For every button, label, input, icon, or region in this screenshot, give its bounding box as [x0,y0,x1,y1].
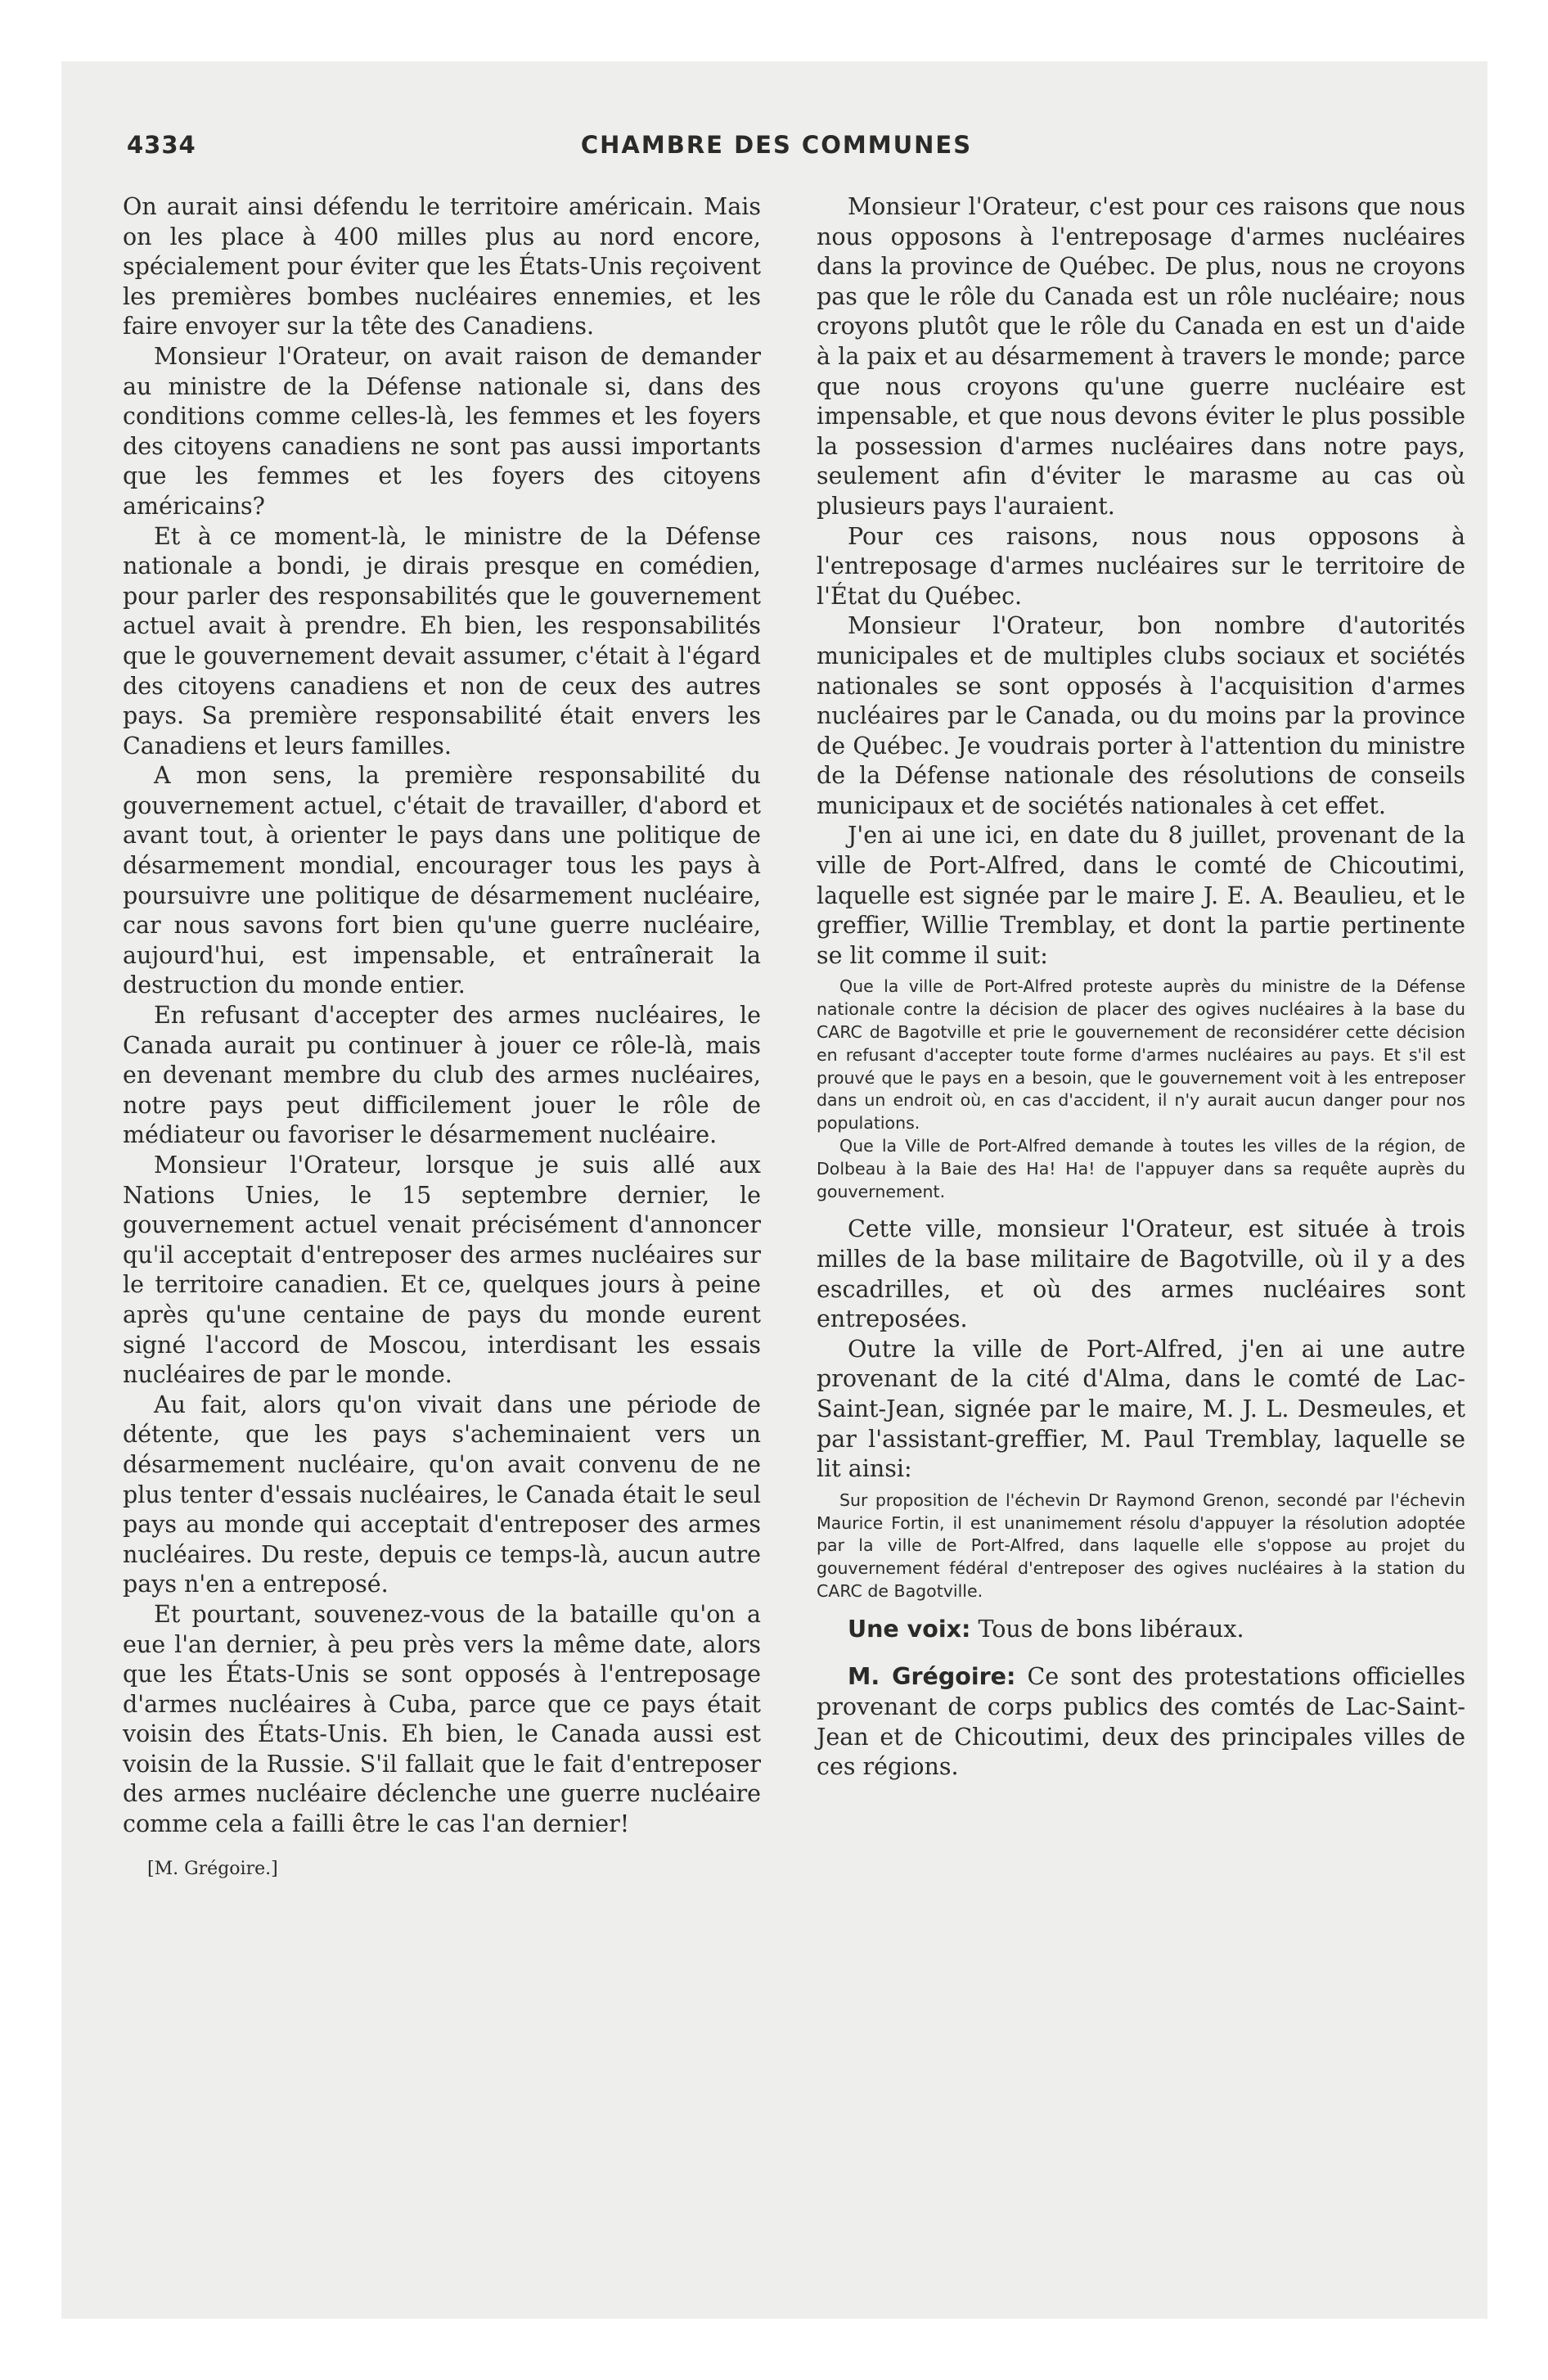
speaker-tag: [M. Grégoire.] [147,1858,278,1879]
paragraph: Cette ville, monsieur l'Orateur, est située à trois milles de la base militaire de Bagotville, où il y a des escadrilles, et où des armes nucléaires sont entreposées. [817,1215,1465,1333]
paragraph: Outre la ville de Port-Alfred, j'en ai une autre provenant de la cité d'Alma, dans le comté de Lac-Saint-Jean, signée par le maire, M. J. L. Desmeules, et par l'assistant-greffier, M. Paul Tremblay, laquelle se lit ainsi: [817,1335,1465,1483]
page-number: 4334 [127,131,196,159]
paragraph: En refusant d'accepter des armes nucléaires, le Canada aurait pu continuer à jouer ce rôle-là, mais en devenant membre du club des armes nucléaires, notre pays peut difficilement jouer le rôle de médiateur ou favoriser le désarmement nucléaire. [123,1002,761,1149]
speaker-name: M. Grégoire: [848,1663,1016,1691]
spacer [817,1644,1465,1662]
right-column [817,192,1465,1783]
paragraph: A mon sens, la première responsabilité du gouvernement actuel, c'était de travailler, d'abord et avant tout, à orienter le pays dans une politique de désarmement mondial, encourager tous les pays à poursuivre une politique de désarmement nucléaire, car nous savons fort bien qu'une guerre nucléaire, aujourd'hui, est impensable, et entraînerait la destruction du monde entier. [123,762,761,999]
paragraph: Au fait, alors qu'on vivait dans une période de détente, que les pays s'acheminaient vers un désarmement nucléaire, qu'on avait convenu de ne plus tenter d'essais nucléaires, le Canada était le seul pays au monde qui acceptait d'entreposer des armes nucléaires. Du reste, depuis ce temps-là, aucun autre pays n'en a entreposé. [123,1391,761,1598]
paragraph: Et pourtant, souvenez-vous de la bataille qu'on a eue l'an dernier, à peu près vers la même date, alors que les États-Unis se sont opposés à l'entreposage d'armes nucléaires à Cuba, parce que ce pays était voisin des États-Unis. Eh bien, le Canada aussi est voisin de la Russie. S'il fallait que le fait d'entreposer des armes nucléaire déclenche une guerre nucléaire comme cela a failli être le cas l'an dernier! [123,1600,761,1838]
quote-paragraph: Sur proposition de l'échevin Dr Raymond Grenon, secondé par l'échevin Maurice Fortin, il est unanimement résolu d'appuyer la résolution adoptée par la ville de Port-Alfred, dans laquelle elle s'oppose au projet du gouvernement fédéral d'entreposer des ogives nucléaires à la station du CARC de Bagotville. [817,1490,1465,1601]
quote-paragraph: Que la Ville de Port-Alfred demande à toutes les villes de la région, de Dolbeau à la Baie des Ha! Ha! de l'appuyer dans sa requête auprès du gouvernement. [817,1136,1465,1201]
closing-remark [817,1662,1465,1782]
quoted-resolution-port-alfred [817,976,1465,1203]
interjection-text: Tous de bons libéraux. [978,1615,1244,1643]
paragraph: Et à ce moment-là, le ministre de la Défense nationale a bondi, je dirais presque en comédien, pour parler des responsabilités que le gouvernement actuel avait à prendre. Eh bien, les responsabilités que le gouvernement devait assumer, c'était à l'égard des citoyens canadiens et non de ceux des autres pays. Sa première responsabilité était envers les Canadiens et leurs familles. [123,522,761,760]
paragraph: Monsieur l'Orateur, bon nombre d'autorités municipales et de multiples clubs sociaux et sociétés nationales se sont opposés à l'acquisition d'armes nucléaires par le Canada, ou du moins par la province de Québec. Je voudrais porter à l'attention du ministre de la Défense nationale des résolutions de conseils municipaux et de sociétés nationales à cet effet. [817,612,1465,819]
quote-paragraph: Que la ville de Port-Alfred proteste auprès du ministre de la Défense nationale contre la décision de placer des ogives nucléaires à la base du CARC de Bagotville et prie le gouvernement de reconsidérer cette décision en refusant d'accepter toute forme d'armes nucléaires au pays. Et s'il est prouvé que le pays en a besoin, que le gouvernement voit à les entreposer dans un endroit où, en cas d'accident, il n'y aurait aucun danger pour nos populations. [817,976,1465,1134]
closing-text: Ce sont des protestations officielles provenant de corps publics des comtés de Lac-Saint-Jean et de Chicoutimi, deux des principales villes de ces régions. [817,1663,1466,1781]
speaker-name: Une voix: [848,1615,971,1643]
left-column [123,192,761,1881]
paragraph: On aurait ainsi défendu le territoire américain. Mais on les place à 400 milles plus au nord encore, spécialement pour éviter que les États-Unis reçoivent les premières bombes nucléaires ennemies, et les faire envoyer sur la tête des Canadiens. [123,193,761,340]
paragraph: Monsieur l'Orateur, c'est pour ces raisons que nous nous opposons à l'entreposage d'armes nucléaires dans la province de Québec. De plus, nous ne croyons pas que le rôle du Canada est un rôle nucléaire; nous croyons plutôt que le rôle du Canada en est un d'aide à la paix et au désarmement à travers le monde; parce que nous croyons qu'une guerre nucléaire est impensable, et que nous devons éviter le plus possible la possession d'armes nucléaires dans notre pays, seulement afin d'éviter le marasme au cas où plusieurs pays l'auraient. [817,193,1465,520]
paragraph: J'en ai une ici, en date du 8 juillet, provenant de la ville de Port-Alfred, dans le comté de Chicoutimi, laquelle est signée par le maire J. E. A. Beaulieu, et le greffier, Willie Tremblay, et dont la partie pertinente se lit comme il suit: [817,822,1465,969]
page-header [127,131,1426,180]
interjection [817,1615,1465,1645]
page [61,61,1487,2319]
paragraph: Pour ces raisons, nous nous opposons à l'entreposage d'armes nucléaires sur le territoire de l'État du Québec. [817,522,1465,610]
paragraph: Monsieur l'Orateur, lorsque je suis allé aux Nations Unies, le 15 septembre dernier, le gouvernement actuel venait précisément d'annoncer qu'il acceptait d'entreposer des armes nucléaires sur le territoire canadien. Et ce, quelques jours à peine après qu'une centaine de pays du monde eurent signé l'accord de Moscou, interdisant les essais nucléaires de par le monde. [123,1152,761,1389]
quoted-resolution-alma [817,1490,1465,1603]
running-title: CHAMBRE DES COMMUNES [580,131,973,159]
paragraph: Monsieur l'Orateur, on avait raison de demander au ministre de la Défense nationale si, dans des conditions comme celles-là, les femmes et les foyers des citoyens canadiens ne sont pas aussi importants que les femmes et les foyers des citoyens américains? [123,342,761,520]
